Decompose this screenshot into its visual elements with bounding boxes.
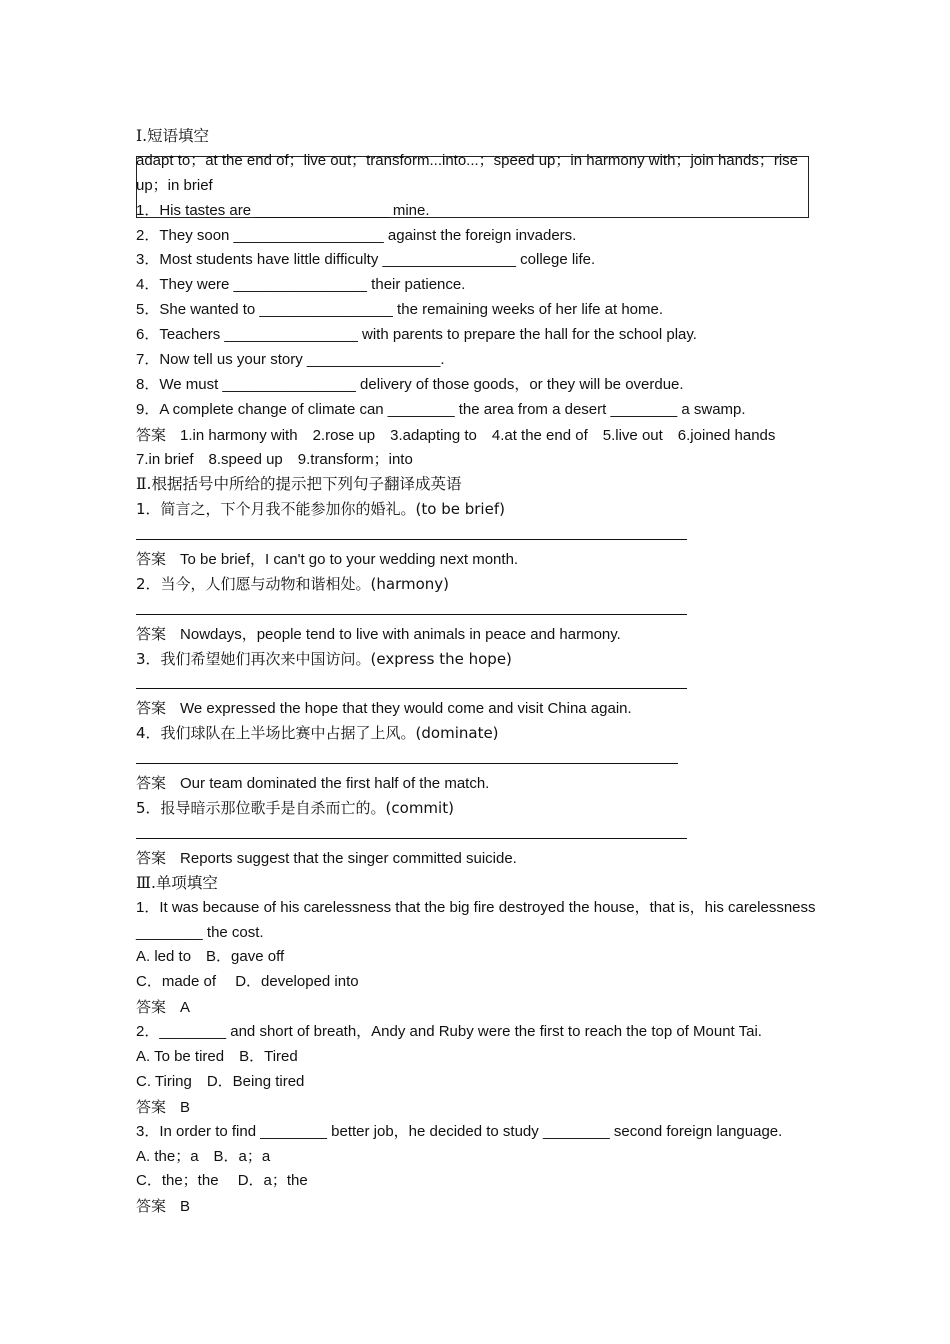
s1-answer-line-1 xyxy=(136,423,816,448)
s2-question-1: 1．简言之，下个月我不能参加你的婚礼。(to be brief) xyxy=(136,500,505,519)
s3-q1-line-1: 1．It was because of his carelessness that the big fire destroyed the house，that is，his carelessness xyxy=(136,898,816,916)
s1-answer-line-2: 7.in brief 8.speed up 9.transform；into xyxy=(136,450,413,468)
s3-q1-options-cd: C．made of D．developed into xyxy=(136,973,359,991)
s2-answer-text-5: Reports suggest that the singer committed suicide. xyxy=(180,849,517,867)
s2-answer-blank-1 xyxy=(136,522,816,547)
s3-q3-options-ab: A. the；a B．a；a xyxy=(136,1147,271,1165)
s2-answer-text-2: Nowdays，people tend to live with animals in peace and harmony. xyxy=(180,625,621,643)
section2-heading: Ⅱ.根据括号中所给的提示把下列句子翻译成英语 xyxy=(136,475,462,494)
answer-label: 答案 xyxy=(136,774,167,793)
s3-q1-options-ab: A. led to B．gave off xyxy=(136,948,285,966)
document-page xyxy=(136,124,816,1219)
answer-label: 答案 xyxy=(136,550,167,569)
s3-q3-answer xyxy=(136,1194,816,1219)
s3-q1-line-2: ________ the cost. xyxy=(136,923,264,941)
s1-item-5: 5．She wanted to ________________ the remaining weeks of her life at home. xyxy=(136,301,664,319)
s2-answer-text-3: We expressed the hope that they would come and visit China again. xyxy=(180,700,632,718)
s3-q3-options-cd: C．the；the D．a；the xyxy=(136,1172,308,1190)
s2-question-4: 4．我们球队在上半场比赛中占据了上风。(dominate) xyxy=(136,724,499,743)
s2-question-5: 5．报导暗示那位歌手是自杀而亡的。(commit) xyxy=(136,799,454,818)
s3-q2-line-1: 2．________ and short of breath，Andy and Ruby were the first to reach the top of Mount Tai. xyxy=(136,1023,762,1041)
s2-question-2: 2．当今，人们愿与动物和谐相处。(harmony) xyxy=(136,575,450,594)
s2-answer-5 xyxy=(136,846,816,871)
s1-item-3: 3．Most students have little difficulty ________________ college life. xyxy=(136,251,596,269)
s3-q1-answer-value: A xyxy=(180,999,191,1017)
s1-item-1: 1．His tastes are ________________ mine. xyxy=(136,201,430,219)
section1-heading: Ⅰ.短语填空 xyxy=(136,127,210,145)
s3-q3-line-1: 3．In order to find ________ better job，he decided to study ________ second foreign language. xyxy=(136,1122,783,1140)
s1-item-8: 8．We must ________________ delivery of those goods，or they will be overdue. xyxy=(136,375,684,393)
s3-q2-options-cd: C. Tiring D．Being tired xyxy=(136,1072,305,1090)
s2-answer-text-4: Our team dominated the first half of the match. xyxy=(180,775,490,793)
s2-answer-1 xyxy=(136,547,816,572)
s1-item-4: 4．They were ________________ their patience. xyxy=(136,276,466,294)
answer-label: 答案 xyxy=(136,425,167,444)
s2-question-3: 3．我们希望她们再次来中国访问。(express the hope) xyxy=(136,649,512,668)
s3-q3-answer-value: B xyxy=(180,1198,191,1216)
s3-q2-answer-value: B xyxy=(180,1098,191,1116)
answer-label: 答案 xyxy=(136,848,167,867)
s2-answer-blank-2 xyxy=(136,597,816,622)
s3-q2-answer xyxy=(136,1095,816,1120)
s2-answer-4 xyxy=(136,771,816,796)
s1-item-7: 7．Now tell us your story ________________. xyxy=(136,351,445,369)
section3-heading: Ⅲ.单项填空 xyxy=(136,873,218,892)
s2-answer-blank-5 xyxy=(136,821,816,846)
s2-answer-blank-4 xyxy=(136,746,816,771)
s1-item-6: 6．Teachers ________________ with parents to prepare the hall for the school play. xyxy=(136,326,697,344)
s1-item-2: 2．They soon __________________ against the foreign invaders. xyxy=(136,226,577,244)
answer-label: 答案 xyxy=(136,998,167,1017)
word-bank-line-1: adapt to；at the end of；live out；transform...into...；speed up；in harmony with；join hands；rise xyxy=(136,151,799,169)
s2-answer-blank-3 xyxy=(136,672,816,697)
s1-item-9: 9．A complete change of climate can ________ the area from a desert ________ a swamp. xyxy=(136,400,746,418)
answer-label: 答案 xyxy=(136,1197,167,1216)
s3-q1-answer xyxy=(136,995,816,1020)
s2-answer-2 xyxy=(136,622,816,647)
word-bank-line-2: up；in brief xyxy=(136,176,213,194)
answer-label: 答案 xyxy=(136,1097,167,1116)
s2-answer-3 xyxy=(136,696,816,721)
answer-label: 答案 xyxy=(136,624,167,643)
s1-answer-text-1: 1.in harmony with 2.rose up 3.adapting to 4.at the end of 5.live out 6.joined hands xyxy=(180,426,776,444)
answer-label: 答案 xyxy=(136,699,167,718)
s3-q2-options-ab: A. To be tired B．Tired xyxy=(136,1047,298,1065)
s2-answer-text-1: To be brief，I can't go to your wedding next month. xyxy=(180,551,519,569)
